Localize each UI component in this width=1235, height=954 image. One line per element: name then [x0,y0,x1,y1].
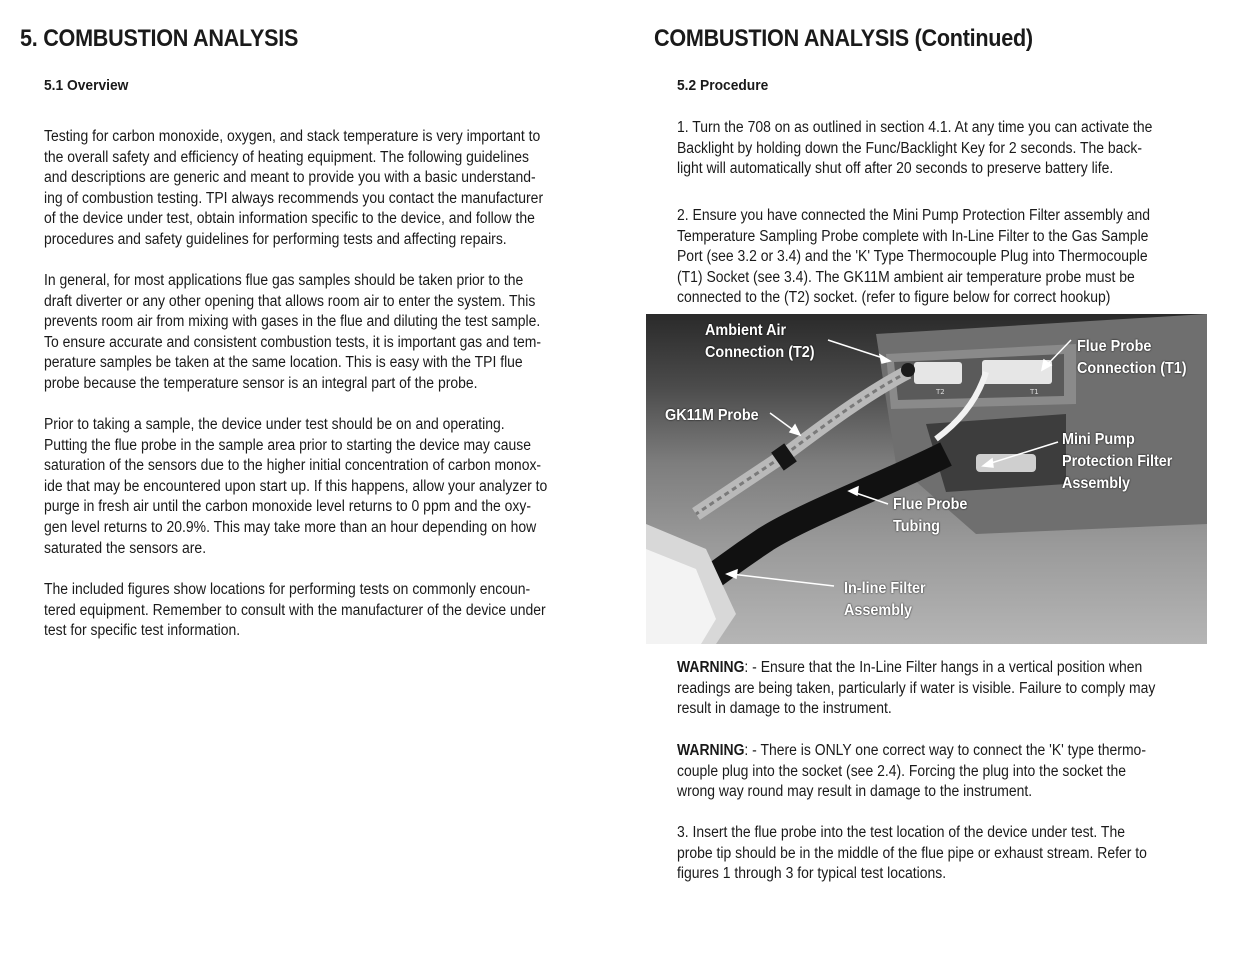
warning-1 [677,658,1217,720]
warning-2 [677,741,1217,803]
socket-t2-label: T2 [936,388,945,396]
overview-paragraph-3: Prior to taking a sample, the device under test should be on and operating. Putting the flue probe in the sample area prior to starting the device may cause saturation of the sensors due to the higher initial concentration of carbon monox- ide that may be encountered upon start up. If this happens, allow your analyzer to purge in fresh air until the carbon monoxide level returns to 0 ppm and the oxy- gen level returns to 20.9%. This may take more than an hour depending on how saturated the sensors are. [44,416,548,557]
page-title: 5. COMBUSTION ANALYSIS [20,25,299,52]
warning-label: WARNING [677,742,745,759]
overview-paragraph-1: Testing for carbon monoxide, oxygen, and stack temperature is very important to the overall safety and efficiency of heating equipment. The following guidelines and descriptions are generic and meant to provide you with a basic understand- ing of combustion testing. TPI always recommends you contact the manufacturer of the device under test, obtain information specific to the device, and follow the procedures and safety guidelines for performing tests and affecting repairs. [44,128,544,248]
label-gk11m-probe: GK11M Probe [665,407,759,424]
socket-t1-label: T1 [1030,388,1039,396]
section-heading-overview: 5.1 Overview [44,77,129,94]
procedure-step-3: 3. Insert the flue probe into the test location of the device under test. The probe tip should be in the middle of the flue pipe or exhaust stream. Refer to figures 1 through 3 for typical test locations. [677,824,1147,883]
label-flue-probe-connection: Flue Probe Connection (T1) [1077,338,1187,377]
warning-label: WARNING [677,659,745,676]
continued-title: COMBUSTION ANALYSIS (Continued) [654,25,1033,52]
overview-paragraph-2: In general, for most applications flue gas samples should be taken prior to the draft diverter or any other opening that allows room air to enter the system. This prevents room air from mixing with gases in the flue and diluting the test sample. To ensure accurate and consistent combustion tests, it is important gas and tem- perature samples be taken at the same location. This is easy with the TPI flue probe because the temperature sensor is an integral part of the probe. [44,272,542,392]
section-heading-procedure: 5.2 Procedure [677,77,769,94]
overview-paragraph-4: The included figures show locations for performing tests on commonly encoun- tered equipment. Remember to consult with the manufacturer of the device under test for specific test information. [44,581,546,640]
label-mini-pump-filter: Mini Pump Protection Filter Assembly [1062,431,1173,492]
label-ambient-air-connection: Ambient Air Connection (T2) [705,322,815,361]
label-inline-filter: In-line Filter Assembly [844,580,926,619]
label-flue-probe-tubing: Flue Probe Tubing [893,496,968,535]
warning-1-text: : - Ensure that the In-Line Filter hangs in a vertical position when readings are being taken, particularly if water is visible. Failure to comply may result in damage to the instrument. [677,659,1156,718]
hookup-figure [646,314,1207,644]
procedure-step-2: 2. Ensure you have connected the Mini Pump Protection Filter assembly and Temperature Sampling Probe complete with In-Line Filter to the Gas Sample Port (see 3.2 or 3.4) and the 'K' Type Thermocouple Plug into Thermocouple (T1) Socket (see 3.4). The GK11M ambient air temperature probe must be connected to the (T2) socket. (refer to figure below for correct hookup) [677,207,1151,307]
procedure-step-1: 1. Turn the 708 on as outlined in section 4.1. At any time you can activate the Backlight by holding down the Func/Backlight Key for 2 seconds. The back- light will automatically shut off after 20 seconds to preserve battery life. [677,119,1153,178]
warning-2-text: : - There is ONLY one correct way to connect the 'K' type thermo- couple plug into the socket (see 2.4). Forcing the plug into the socket the wrong way round may result in damage to the instrument. [677,742,1146,801]
